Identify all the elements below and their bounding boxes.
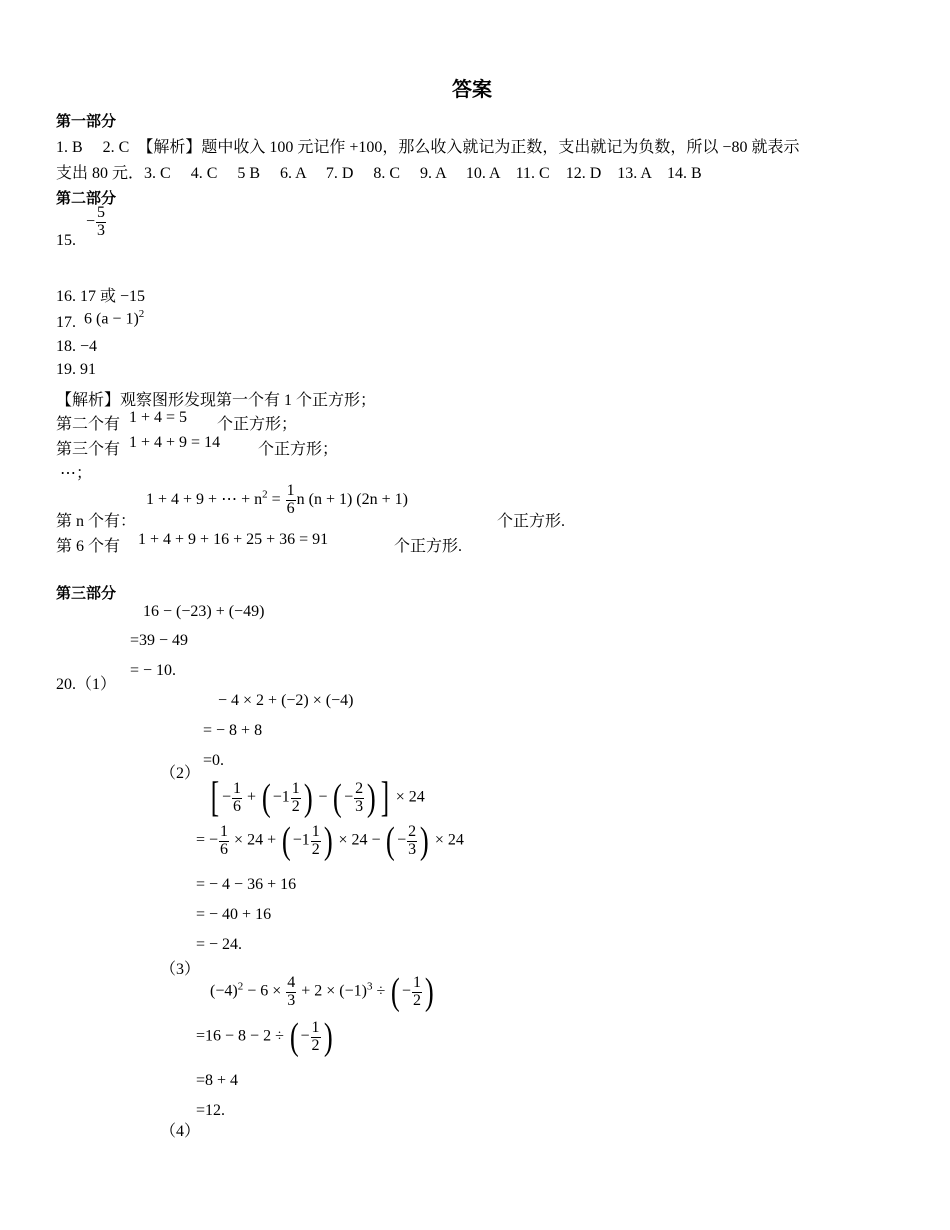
p3-line4: = − 40 + 16 — [196, 906, 272, 923]
text: 就表示 — [751, 139, 800, 156]
p3-line1 — [208, 777, 425, 819]
exp: 2 — [237, 980, 244, 993]
paren: ) — [303, 777, 313, 819]
paren: ) — [323, 820, 333, 862]
q17-answer — [84, 308, 144, 328]
den: 6 — [233, 797, 242, 815]
text: ，那么收入就记为正数，支出就记为负数，所以 — [382, 139, 719, 156]
paren: ( — [386, 820, 396, 862]
p3-line3: = − 4 − 36 + 16 — [196, 876, 297, 893]
text: −1 — [272, 788, 290, 806]
second-expr: 1 + 4 = 5 — [129, 409, 188, 426]
text: 6 (a − 1) — [84, 310, 139, 328]
sixth-label: 第 6 个有 — [56, 538, 121, 555]
bracket: [ — [210, 775, 220, 821]
part3-heading: 第三部分 — [56, 584, 117, 602]
third-tail: 个正方形； — [258, 441, 339, 458]
q15-label: 15. — [56, 232, 76, 249]
den: 2 — [311, 1036, 320, 1054]
fraction — [311, 1020, 321, 1055]
text: + — [247, 788, 257, 806]
exp: 2 — [262, 488, 268, 501]
p4-label: （4） — [160, 1123, 201, 1140]
text: − — [86, 212, 96, 230]
p4-line3: =8 + 4 — [196, 1072, 239, 1089]
text: − — [300, 1027, 310, 1045]
second-label: 第二个有 — [56, 416, 121, 433]
num: 1 — [220, 822, 229, 840]
part1-line2 — [56, 160, 702, 183]
fraction — [286, 975, 296, 1010]
nth-tail: 个正方形. — [497, 513, 566, 530]
p4-line1 — [210, 973, 436, 1011]
paren: ( — [391, 971, 401, 1013]
text: 支出 — [56, 165, 89, 182]
text: (−4) — [210, 982, 238, 1000]
sixth-expr: 1 + 4 + 9 + 16 + 25 + 36 = 91 — [138, 531, 329, 548]
den: 3 — [287, 991, 296, 1009]
text: × 24 — [395, 788, 425, 806]
p3-line5: = − 24. — [196, 936, 243, 953]
p1-line2: =39 − 49 — [130, 632, 189, 649]
num: 4 — [287, 973, 296, 991]
q19-analysis: 【解析】观察图形发现第一个有 1 个正方形； — [56, 392, 377, 409]
text: 80 — [92, 165, 109, 182]
second-tail: 个正方形； — [217, 416, 298, 433]
p2-label: （2） — [160, 765, 201, 782]
p4-line2 — [196, 1018, 334, 1056]
fraction — [291, 781, 301, 816]
num: 2 — [408, 822, 417, 840]
part1-heading: 第一部分 — [56, 112, 117, 130]
q15-answer — [86, 205, 107, 240]
den: 3 — [355, 797, 364, 815]
q17-label: 17. — [56, 314, 76, 331]
text: − 6 × — [247, 982, 282, 1000]
fraction — [354, 781, 364, 816]
text: − — [318, 788, 328, 806]
nth-formula — [146, 483, 408, 518]
text: = − — [196, 831, 219, 849]
paren: ) — [367, 777, 376, 819]
den: 2 — [311, 840, 320, 858]
p4-line4: =12. — [196, 1102, 226, 1119]
paren: ) — [420, 820, 429, 862]
p3-label: （3） — [160, 961, 201, 978]
p2-line3: =0. — [203, 752, 225, 769]
part2-heading: 第二部分 — [56, 189, 117, 207]
p1-line1: 16 − (−23) + (−49) — [143, 603, 265, 620]
text: −1 — [292, 831, 310, 849]
text: ÷ — [376, 982, 386, 1000]
num: 1 — [311, 822, 320, 840]
num: 5 — [97, 204, 106, 221]
fraction — [412, 975, 422, 1010]
text: −80 — [722, 139, 748, 156]
q16: 16. 17 或 −15 — [56, 288, 146, 305]
paren: ( — [281, 820, 291, 862]
text: 1 + 4 + 9 + ⋯ + n — [146, 490, 263, 508]
exp: 3 — [366, 980, 373, 993]
third-label: 第三个有 — [56, 441, 121, 458]
text: = — [267, 490, 285, 508]
text: × 24 + — [234, 831, 277, 849]
nth-label: 第 n 个有： — [56, 513, 137, 530]
text: − — [222, 788, 232, 806]
den: 6 — [220, 840, 229, 858]
num: 2 — [355, 779, 364, 797]
paren: ) — [323, 1016, 333, 1058]
text: =16 − 8 − 2 ÷ — [196, 1027, 284, 1045]
text: − — [397, 831, 407, 849]
fraction — [407, 824, 417, 859]
text: − — [344, 788, 354, 806]
den: 6 — [286, 499, 295, 517]
paren: ( — [261, 777, 271, 819]
den: 2 — [412, 991, 421, 1009]
paren: ) — [424, 971, 434, 1013]
text: + 2 × (−1) — [301, 982, 367, 1000]
exp: 2 — [138, 308, 145, 320]
text: 100 — [269, 139, 294, 156]
paren: ( — [333, 777, 343, 819]
fraction — [96, 205, 106, 240]
text: +100 — [349, 139, 383, 156]
q18: 18. −4 — [56, 338, 98, 355]
den: 3 — [97, 221, 106, 239]
den: 3 — [408, 840, 417, 858]
num: 1 — [412, 973, 421, 991]
num: 1 — [233, 779, 242, 797]
p1-line3: = − 10. — [130, 662, 177, 679]
num: 1 — [286, 482, 295, 499]
page-title: 答案 — [452, 77, 492, 101]
text: 元记作 — [297, 139, 346, 156]
den: 2 — [291, 797, 300, 815]
q20-label: 20.（1） — [56, 676, 117, 693]
p3-line2 — [196, 822, 464, 860]
fraction — [219, 824, 229, 859]
part1-line1 — [56, 134, 799, 157]
p2-line2: = − 8 + 8 — [203, 722, 263, 739]
dots: ⋯； — [60, 465, 93, 482]
num: 1 — [291, 779, 300, 797]
fraction — [286, 483, 296, 518]
text: 元．3. C 4. C 5 B 6. A 7. D 8. C 9. A 10. A 11. C 12. D 13. A 14. B — [112, 165, 702, 182]
text: × 24 − — [338, 831, 381, 849]
q19: 19. 91 — [56, 361, 96, 378]
third-expr: 1 + 4 + 9 = 14 — [129, 434, 221, 451]
fraction — [232, 781, 242, 816]
num: 1 — [311, 1018, 320, 1036]
paren: ( — [289, 1016, 299, 1058]
sixth-tail: 个正方形. — [394, 538, 463, 555]
text: − — [401, 982, 411, 1000]
p2-line1: − 4 × 2 + (−2) × (−4) — [218, 692, 354, 709]
text: n (n + 1) (2n + 1) — [296, 490, 408, 508]
text: × 24 — [434, 831, 464, 849]
text: 1. B 2. C 【解析】题中收入 — [56, 139, 266, 156]
bracket: ] — [380, 775, 389, 821]
fraction — [311, 824, 321, 859]
